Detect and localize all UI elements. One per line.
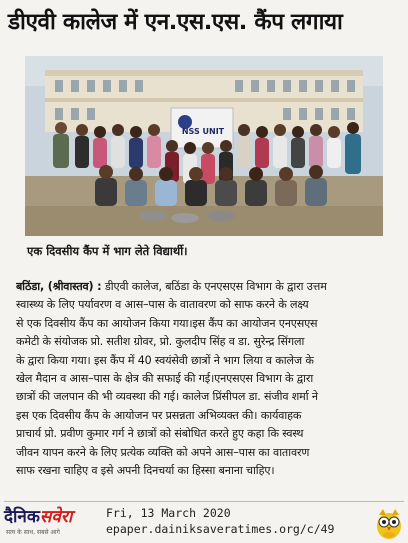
newspaper-logo[interactable] — [4, 506, 102, 540]
logo-tagline: सत्य के साथ, सबसे आगे — [6, 529, 60, 536]
article-line: प्राचार्य प्रो. प्रवीण कुमार गर्ग ने छात्रों को संबोधित करते हुए कहा कि स्वस्थ — [16, 427, 304, 441]
logo-word-dainik: दैनिक — [4, 507, 40, 527]
article-line: के द्वारा किया गया। इस कैंप में 40 स्वयंसेवी छात्रों ने भाग लिया व कालेज के — [16, 353, 314, 367]
article-body — [16, 278, 396, 480]
article-line: कमेटी के संयोजक प्रो. सतीश ग्रोवर, प्रो. कुलदीप सिंह व डा. सुरेन्द्र सिंगला — [16, 335, 305, 349]
article-line: स्वास्थ्य के लिए पर्यावरण व आस–पास के वातावरण को साफ करने के लक्ष्य — [16, 298, 309, 312]
article-text: डीएवी कालेज, बठिंडा के एनएसएस विभाग के द्वारा उत्तम — [101, 280, 327, 293]
owl-mascot-icon — [374, 506, 404, 540]
banner-text: NSS UNIT — [181, 127, 225, 136]
news-photo — [25, 56, 383, 236]
headline: डीएवी कालेज में एन.एस.एस. कैंप लगाया — [8, 9, 343, 35]
article-line: छात्रों की जलपान की भी व्यवस्था की गई। कालेज प्रिंसीपल डा. संजीव शर्मा ने — [16, 390, 318, 404]
article-line: इस एक दिवसीय कैंप के आयोजन पर प्रसन्नता अभिव्यक्त की। कार्यवाहक — [16, 408, 302, 422]
photo-caption: एक दिवसीय कैंप में भाग लेते विद्यार्थी। — [27, 244, 188, 258]
footer-divider — [4, 501, 404, 502]
epaper-link[interactable]: epaper.dainiksaveratimes.org/c/49 — [106, 522, 335, 536]
edition-date: Fri, 13 March 2020 — [106, 506, 231, 520]
article-line: साफ रखना चाहिए व इसे अपनी दिनचर्या का हिस्सा बनाना चाहिए। — [16, 464, 275, 478]
article-line: जीवन यापन करने के लिए प्रत्येक व्यक्ति को अपने आस–पास का वातावरण — [16, 445, 310, 459]
logo-word-savera: सवेरा — [39, 507, 73, 527]
group-photo-image — [25, 56, 383, 236]
dateline: बठिंडा, (श्रीवास्तव) : — [16, 280, 102, 293]
article-line: खेल मैदान व आस–पास के क्षेत्र की सफाई की गई।एनएसएस विभाग के द्वारा — [16, 372, 314, 386]
article-line: से एक दिवसीय कैंप का आयोजन किया गया।इस कैंप का आयोजन एनएसएस — [16, 316, 318, 330]
article-line — [16, 278, 396, 296]
